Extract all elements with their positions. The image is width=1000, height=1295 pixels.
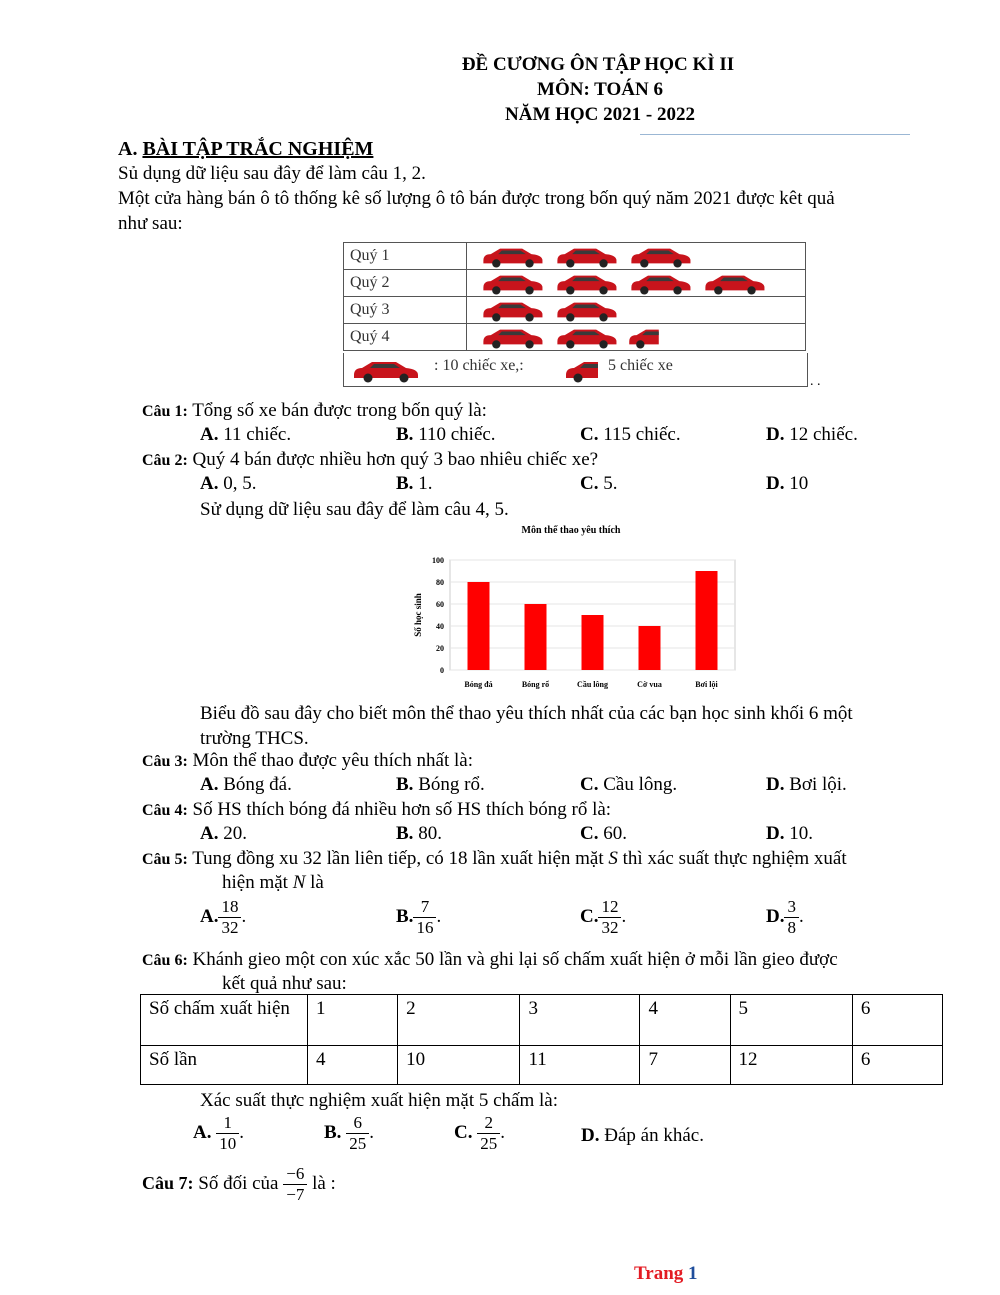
bar	[468, 582, 490, 670]
page-footer	[634, 1263, 698, 1285]
pictogram-row	[344, 324, 806, 351]
y-tick-label: 20	[436, 644, 444, 653]
question-3	[142, 750, 473, 772]
q5-line2	[222, 872, 324, 894]
chart-desc-line1: Biểu đồ sau đây cho biết môn thể thao yêu thích nhất của các bạn học sinh khối 6 một	[200, 703, 853, 724]
q2-option-b[interactable]: B. 1.	[396, 473, 433, 494]
q1-option-a[interactable]: A. 11 chiếc.	[200, 424, 292, 445]
dice-cell: 7	[640, 1046, 730, 1085]
pictogram-row-label: Quý 2	[344, 270, 467, 297]
y-tick-label: 0	[440, 666, 444, 675]
car-icon	[553, 271, 619, 295]
q4-text: Số HS thích bóng đá nhiều hơn số HS thích bóng rổ là:	[192, 799, 612, 820]
q5-option-c[interactable]: C. $\frac{12}{32}$ .	[580, 897, 627, 937]
pictogram-row-label: Quý 3	[344, 297, 467, 324]
dice-row-counts	[141, 1046, 943, 1085]
intro-line1: Sủ dụng dữ liệu sau đây để làm câu 1, 2.	[118, 163, 426, 184]
question-5	[142, 848, 847, 870]
car-icon	[350, 357, 420, 383]
bar	[525, 604, 547, 670]
bar	[696, 571, 718, 670]
q5-text: Tung đồng xu 32 lần liên tiếp, có 18 lần xuất hiện mặt	[192, 848, 604, 869]
x-tick-label: Bóng rổ	[521, 680, 550, 689]
question-2	[142, 449, 598, 471]
car-icon	[479, 244, 545, 268]
q4-label: Câu 4:	[142, 802, 188, 819]
q5-label: Câu 5:	[142, 851, 188, 868]
intro-line2: Một cửa hàng bán ô tô thống kê số lượng ô tô bán được trong bốn quý năm 2021 được kêt quả	[118, 188, 835, 209]
q3-label: Câu 3:	[142, 753, 188, 770]
footer-page-number: 1	[688, 1263, 698, 1284]
dice-cell: 10	[398, 1046, 520, 1085]
doc-title-line2: MÔN: TOÁN 6	[537, 79, 663, 100]
q3-option-d[interactable]: D. Bơi lội.	[766, 774, 847, 795]
car-icon	[553, 325, 619, 349]
pictogram-row	[344, 270, 806, 297]
pictogram-row-label: Quý 1	[344, 243, 467, 270]
pictogram-row-cars	[467, 243, 806, 270]
y-tick-label: 60	[436, 600, 444, 609]
pictogram-row	[344, 297, 806, 324]
car-icon	[479, 271, 545, 295]
q6-label: Câu 6:	[142, 952, 188, 969]
intro2: Sử dụng dữ liệu sau đây để làm câu 4, 5.	[200, 499, 509, 520]
y-tick-label: 80	[436, 578, 444, 587]
q3-option-b[interactable]: B. Bóng rổ.	[396, 774, 485, 795]
dice-cell: 4	[640, 995, 730, 1046]
x-tick-label: Cầu lông	[577, 680, 608, 689]
y-axis-label: Số học sinh	[413, 593, 423, 637]
pictogram-table	[343, 242, 806, 351]
dice-head-faces: Số chấm xuất hiện	[141, 995, 308, 1046]
q2-option-a[interactable]: A. 0, 5.	[200, 473, 257, 494]
half-car-icon	[627, 325, 661, 349]
q7-fraction: $\frac{-6}{-7}$	[283, 1164, 307, 1205]
q4-option-a[interactable]: A. 20.	[200, 823, 247, 844]
legend-half-label: 5 chiếc xe	[608, 357, 673, 374]
question-1	[142, 400, 487, 422]
pictogram-row-cars	[467, 270, 806, 297]
pictogram-row-cars	[467, 324, 806, 351]
dice-cell: 6	[852, 1046, 942, 1085]
q4-option-b[interactable]: B. 80.	[396, 823, 442, 844]
x-tick-label: Bơi lội	[695, 680, 718, 689]
q2-option-c[interactable]: C. 5.	[580, 473, 618, 494]
pictogram-row	[344, 243, 806, 270]
car-icon	[627, 244, 693, 268]
dice-cell: 3	[520, 995, 640, 1046]
car-icon	[701, 271, 767, 295]
dice-head-counts: Số lần	[141, 1046, 308, 1085]
dice-cell: 4	[308, 1046, 398, 1085]
doc-title-line1: ĐỀ CƯƠNG ÔN TẬP HỌC KÌ II	[461, 54, 735, 75]
q1-text: Tổng số xe bán được trong bốn quý là:	[192, 400, 487, 421]
bar	[639, 626, 661, 670]
pictogram-row-label: Quý 4	[344, 324, 467, 351]
doc-title-line3: NĂM HỌC 2021 - 2022	[505, 104, 695, 125]
q2-text: Quý 4 bán được nhiều hơn quý 3 bao nhiêu chiếc xe?	[192, 449, 599, 470]
header-rule	[640, 134, 910, 135]
q5-line2-end: là	[310, 872, 324, 893]
q3-option-c[interactable]: C. Cầu lông.	[580, 774, 678, 795]
section-prefix: A.	[118, 138, 143, 160]
sports-bar-chart	[405, 520, 745, 695]
car-icon	[479, 325, 545, 349]
dice-table	[140, 994, 943, 1085]
dice-row-faces	[141, 995, 943, 1046]
legend-full-label: : 10 chiếc xe,:	[434, 357, 524, 374]
q2-label: Câu 2:	[142, 452, 188, 469]
y-tick-label: 40	[436, 622, 444, 631]
section-a-heading	[118, 138, 373, 161]
question-6	[142, 949, 838, 971]
q5-option-a[interactable]: A. $\frac{18}{32}$ .	[200, 897, 247, 937]
trailing-dots: . .	[810, 374, 821, 389]
q6-text: Khánh gieo một con xúc xắc 50 lần và ghi lại số chấm xuất hiện ở mỗi lần gieo được	[192, 949, 838, 970]
question-4	[142, 799, 611, 821]
q6-option-b[interactable]: B. $\frac{6}{25}$ .	[324, 1113, 374, 1153]
intro-line3: như sau:	[118, 213, 183, 234]
section-title: BÀI TẬP TRẮC NGHIỆM	[142, 138, 374, 160]
q6-line2: kết quả như sau:	[222, 973, 347, 994]
q5-var-n: N	[292, 872, 306, 893]
q5-option-b[interactable]: B. $\frac{7}{16}$ .	[396, 897, 442, 937]
q3-text: Môn thể thao được yêu thích nhất là:	[192, 750, 474, 771]
q7-text: Số đối của	[198, 1172, 279, 1194]
half-car-icon	[564, 357, 600, 383]
q4-option-c[interactable]: C. 60.	[580, 823, 627, 844]
q1-option-b[interactable]: B. 110 chiếc.	[396, 424, 496, 445]
dice-cell: 12	[730, 1046, 852, 1085]
q5-var-s: S	[608, 848, 618, 869]
q6-option-c[interactable]: C. $\frac{2}{25}$ .	[454, 1113, 505, 1153]
chart-title: Môn thể thao yêu thích	[521, 525, 621, 536]
x-tick-label: Bóng đá	[464, 680, 493, 689]
q1-label: Câu 1:	[142, 403, 188, 420]
x-tick-label: Cờ vua	[637, 680, 662, 689]
question-7	[142, 1164, 336, 1205]
q6-option-a[interactable]: A. $\frac{1}{10}$ .	[193, 1113, 244, 1153]
pictogram-row-cars	[467, 297, 806, 324]
bar	[582, 615, 604, 670]
dice-cell: 5	[730, 995, 852, 1046]
y-tick-label: 100	[432, 556, 444, 565]
q1-option-d[interactable]: D. 12 chiếc.	[766, 424, 858, 445]
car-icon	[479, 298, 545, 322]
q5-option-d[interactable]: D. $\frac{3}{8}$ .	[766, 897, 804, 937]
q7-label: Câu 7:	[142, 1172, 194, 1193]
dice-cell: 6	[852, 995, 942, 1046]
chart-desc-line2: trường THCS.	[200, 728, 309, 749]
car-icon	[553, 244, 619, 268]
q6-option-d[interactable]: D. Đáp án khác.	[581, 1125, 704, 1146]
q1-option-c[interactable]: C. 115 chiếc.	[580, 424, 681, 445]
q6-question: Xác suất thực nghiệm xuất hiện mặt 5 chấm là:	[200, 1090, 558, 1111]
q5-line2-text: hiện mặt	[222, 872, 288, 893]
pictogram-legend	[343, 353, 808, 387]
q2-option-d[interactable]: D. 10	[766, 473, 809, 494]
q7-end: là :	[312, 1172, 336, 1194]
q3-option-a[interactable]: A. Bóng đá.	[200, 774, 292, 795]
dice-cell: 11	[520, 1046, 640, 1085]
dice-cell: 1	[308, 995, 398, 1046]
q5-text2: thì xác suất thực nghiệm xuất	[622, 848, 847, 869]
footer-word: Trang	[634, 1263, 684, 1284]
car-icon	[553, 298, 619, 322]
dice-cell: 2	[398, 995, 520, 1046]
car-icon	[627, 271, 693, 295]
q4-option-d[interactable]: D. 10.	[766, 823, 813, 844]
